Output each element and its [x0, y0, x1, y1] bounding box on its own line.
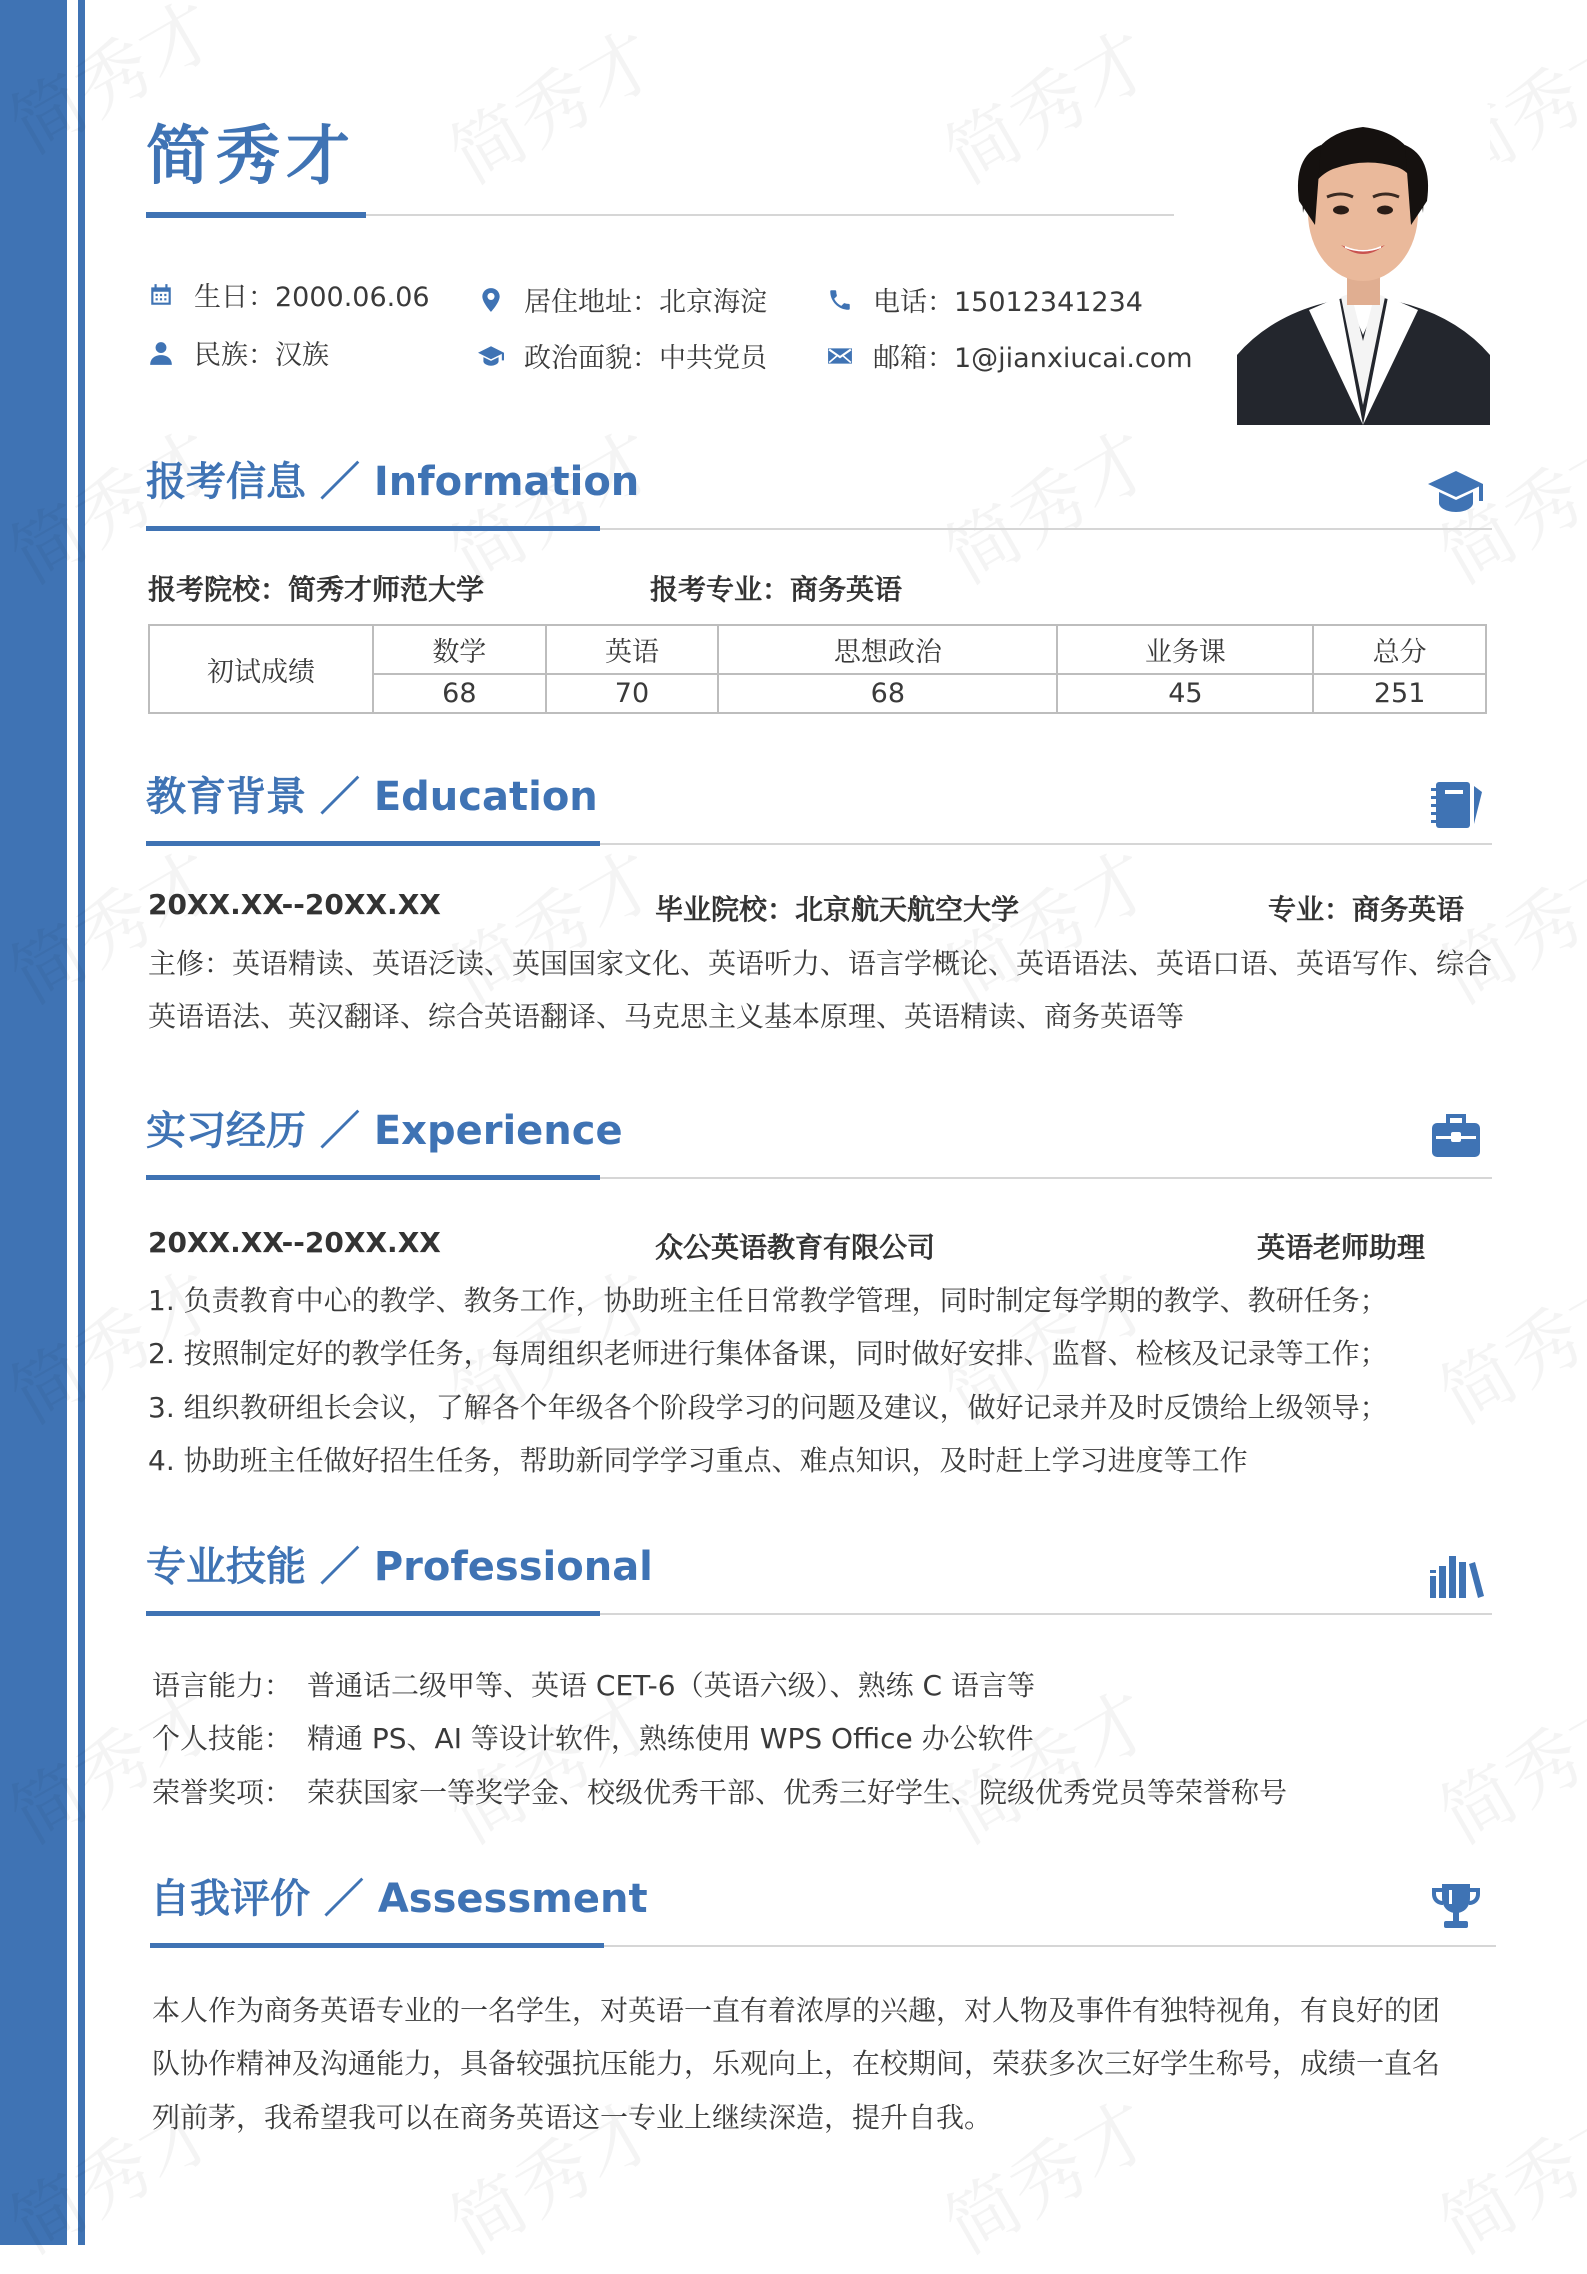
skill-label: 语言能力： [152, 1669, 293, 1702]
experience-item: 1. 负责教育中心的教学、教务工作，协助班主任日常教学管理，同时制定每学期的教学、教研任务； [148, 1284, 1388, 1317]
skill-value: 普通话二级甲等、英语 CET-6（英语六级）、熟练 C 语言等 [307, 1669, 1035, 1702]
profile-photo [1237, 105, 1490, 425]
subject-header: 总分 [1313, 625, 1486, 674]
phone-text: 电话：15012341234 [873, 287, 1143, 318]
score-cell: 68 [718, 674, 1057, 713]
section-divider [600, 1177, 1492, 1179]
left-accent-line [78, 0, 85, 2245]
skill-row-language [152, 1664, 1035, 1704]
assessment-line: 队协作精神及沟通能力，具备较强抗压能力，乐观向上，在校期间，荣获多次三好学生称号，成绩一直名 [152, 2047, 1441, 2080]
experience-item: 4. 协助班主任做好招生任务，帮助新同学学习重点、难点知识，及时赶上学习进度等工作 [148, 1444, 1248, 1477]
left-accent-bar [0, 0, 67, 2245]
subject-header: 思想政治 [718, 625, 1057, 674]
education-major: 专业：商务英语 [1268, 893, 1465, 926]
address-text: 居住地址：北京海淀 [524, 287, 767, 318]
subject-header: 数学 [373, 625, 546, 674]
location-pin-icon [476, 285, 506, 315]
courses-line: 主修：英语精读、英语泛读、英国国家文化、英语听力、语言学概论、英语语法、英语口语、英语写作、综合 [148, 947, 1493, 980]
section-underline [146, 1175, 600, 1180]
section-title-experience: 实习经历 ／ Experience [146, 1108, 623, 1154]
company-name: 众公英语教育有限公司 [655, 1231, 936, 1264]
email-info [825, 336, 1193, 375]
subject-header: 业务课 [1057, 625, 1313, 674]
phone-icon [825, 285, 855, 315]
education-period: 20XX.XX--20XX.XX [148, 888, 441, 921]
phone-info [825, 280, 1143, 319]
score-label: 初试成绩 [149, 625, 373, 713]
political-info [476, 336, 767, 375]
birthday-text: 生日：2000.06.06 [194, 282, 430, 313]
section-underline [146, 841, 600, 846]
section-title-professional: 专业技能 ／ Professional [146, 1544, 653, 1590]
score-cell: 70 [546, 674, 719, 713]
watermark [1418, 1242, 1587, 1445]
briefcase-icon [1428, 1110, 1484, 1160]
section-divider [600, 843, 1492, 845]
watermark [1418, 1662, 1587, 1865]
experience-item: 3. 组织教研组长会议，了解各个年级各个阶段学习的问题及建议，做好记录并及时反馈给上级领导； [148, 1391, 1388, 1424]
score-cell: 45 [1057, 674, 1313, 713]
watermark [1418, 2072, 1587, 2274]
watermark [428, 822, 673, 1025]
skill-row-honors [152, 1771, 1287, 1811]
assessment-line: 本人作为商务英语专业的一名学生，对英语一直有着浓厚的兴趣，对人物及事件有独特视角，有良好的团 [152, 1994, 1441, 2027]
score-cell: 251 [1313, 674, 1486, 713]
graduation-cap-icon [1428, 467, 1484, 517]
watermark [923, 2, 1168, 205]
section-title-education: 教育背景 ／ Education [146, 774, 598, 820]
section-underline [146, 526, 600, 531]
envelope-icon [825, 341, 855, 371]
address-info [476, 280, 767, 319]
email-text: 邮箱：1@jianxiucai.com [873, 343, 1193, 374]
birthday-info [146, 275, 430, 314]
section-divider [600, 1613, 1492, 1615]
section-title-information: 报考信息 ／ Information [146, 459, 640, 505]
candidate-name: 简秀才 [146, 120, 356, 194]
score-cell: 68 [373, 674, 546, 713]
skill-value: 精通 PS、AI 等设计软件，熟练使用 WPS Office 办公软件 [307, 1722, 1034, 1755]
books-icon [1428, 1550, 1484, 1600]
target-school: 报考院校：简秀才师范大学 [148, 573, 485, 606]
section-divider [600, 528, 1492, 530]
section-underline [146, 1611, 600, 1616]
skill-label: 荣誉奖项： [152, 1776, 293, 1809]
courses-line: 英语语法、英汉翻译、综合英语翻译、马克思主义基本原理、英语精读、商务英语等 [148, 1000, 1185, 1033]
experience-item: 2. 按照制定好的教学任务，每周组织老师进行集体备课，同时做好安排、监督、检核及记录等工作； [148, 1337, 1388, 1370]
skill-label: 个人技能： [152, 1722, 293, 1755]
target-major: 报考专业：商务英语 [650, 573, 903, 606]
skill-row-personal [152, 1717, 1034, 1757]
job-position: 英语老师助理 [1257, 1231, 1426, 1264]
notebook-icon [1428, 780, 1484, 830]
graduation-cap-small-icon [476, 341, 506, 371]
score-table [148, 624, 1487, 714]
section-title-assessment: 自我评价 ／ Assessment [150, 1876, 648, 1922]
section-divider [604, 1945, 1496, 1947]
graduated-school: 毕业院校：北京航天航空大学 [655, 893, 1020, 926]
experience-period: 20XX.XX--20XX.XX [148, 1226, 441, 1259]
ethnicity-text: 民族：汉族 [194, 340, 329, 371]
ethnicity-info [146, 333, 329, 372]
person-icon [146, 338, 176, 368]
subject-header: 英语 [546, 625, 719, 674]
watermark [428, 2, 673, 205]
political-text: 政治面貌：中共党员 [524, 343, 767, 374]
skill-value: 荣获国家一等奖学金、校级优秀干部、优秀三好学生、院级优秀党员等荣誉称号 [307, 1776, 1288, 1809]
name-divider [366, 214, 1174, 216]
trophy-icon [1428, 1881, 1484, 1931]
section-underline [150, 1943, 604, 1948]
name-underline [146, 212, 366, 218]
watermark [923, 402, 1168, 605]
calendar-icon [146, 280, 176, 310]
assessment-line: 列前茅，我希望我可以在商务英语这一专业上继续深造，提升自我。 [152, 2101, 993, 2134]
